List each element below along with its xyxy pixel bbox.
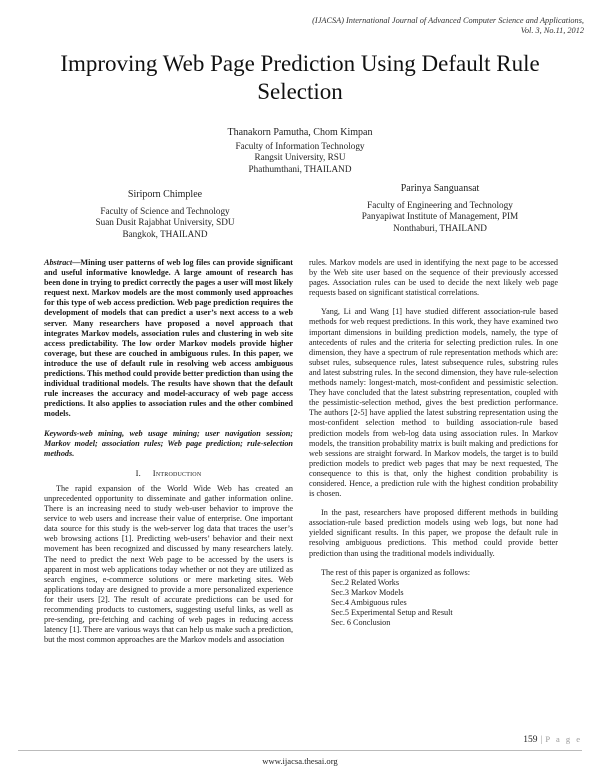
page-number	[523, 734, 582, 745]
list-item: Sec. 6 Conclusion	[331, 618, 391, 628]
author-affiliation-line: Suan Dusit Rajabhat University, SDU	[95, 217, 235, 227]
author-block-top	[150, 127, 450, 175]
section-heading	[44, 468, 293, 478]
paragraph: The rest of this paper is organized as follows:	[321, 567, 471, 577]
page-number-value: 159	[523, 735, 538, 745]
author-affiliation-line: Panyapiwat Institute of Management, PIM	[361, 211, 519, 221]
author-affiliation-line: Nonthaburi, THAILAND	[393, 222, 487, 233]
author-names: Siriporn Chimplee	[127, 189, 203, 200]
section-title: Introduction	[152, 467, 202, 478]
author-affiliation-line: Faculty of Science and Technology	[100, 205, 230, 216]
author-block-left	[40, 189, 290, 240]
author-affiliation-line: Faculty of Information Technology	[235, 140, 365, 151]
list-item: Sec.4 Ambiguous rules	[331, 597, 407, 607]
footer-divider	[18, 750, 582, 751]
abstract-dash: —	[72, 258, 81, 267]
page-label: P a g e	[545, 734, 582, 744]
author-affiliation-line: Phathumthani, THAILAND	[248, 163, 352, 174]
author-names: Parinya Sanguansat	[400, 183, 480, 194]
section-number: I.	[135, 467, 142, 478]
left-column	[44, 258, 293, 645]
author-affiliation-line: Faculty of Engineering and Technology	[367, 199, 513, 210]
footer-url: www.ijacsa.thesai.org	[262, 756, 338, 766]
paper-title: Improving Web Page Prediction Using Default Rule Selection	[60, 51, 540, 104]
author-names: Thanakorn Pamutha, Chom Kimpan	[227, 127, 373, 138]
abstract-label: Abstract	[44, 258, 73, 267]
paragraph: rules. Markov models are used in identifying the next page to be accessed by the Web site user based on the sequence of their previously accessed pages. Association rules can be used to decide the next likely web page requests based on significant statistical correlations.	[309, 258, 558, 298]
author-affiliation-line: Rangsit University, RSU	[254, 152, 346, 162]
keywords: Keywords-web mining, web usage mining; user navigation session; Markov model; association rules; Web page prediction; rule-selection methods.	[44, 428, 293, 458]
journal-header	[184, 16, 584, 36]
section-list	[331, 578, 558, 628]
list-item: Sec.3 Markov Models	[331, 587, 404, 597]
author-affiliation-line: Bangkok, THAILAND	[122, 228, 208, 239]
journal-name: (IJACSA) International Journal of Advanced Computer Science and Applications,	[312, 16, 584, 25]
abstract-text: Mining user patterns of web log files can provide significant and useful informative knowledge. A large amount of research has been done in trying to predict correctly the pages a user will most likely request next. Markov models are the most commonly used approaches for this type of web access prediction. Web page prediction requires the development of models that can predict a user’s next access to a web server. Many researchers have proposed a novel approach that integrates Markov models, association rules and clustering in web site access predictability. The low order Markov models provide higher coverage, but these are couched in ambiguous rules. In this paper, we introduce the use of default rule in resolving web access ambiguous predictions. This method could provide better prediction than using the individual traditional models. The results have shown that the default rule increases the accuracy and model-accuracy of web page access predictions. It also applies to association rules and the other combined models.	[44, 258, 294, 419]
paragraph: The rapid expansion of the World Wide Web has created an unprecedented opportunity to disseminate and gather information online. There is an increasing need to study web-user behavior to improve the service to web users and increase their value of enterprise. One important data source for this study is the web-server log data that traces the user’s web browsing actions [1]. Predicting web-users’ behavior and their next movement has been recognized and discussed by many researchers lately. The need to predict the next Web page to be accessed by the users is apparent in most web applications today whether or not they are utilized as search engines, e-commerce solutions or mere marketing sites. Web applications today are designed to provide a more personalized experience for their users [2]. The result of accurate predictions can be used for recommending products to customers, suggesting useful links, as well as pre-sending, pre-fetching and caching of web pages in reducing access latency [1]. There are various ways that can help us make such a prediction, but the most common approaches are the Markov models and association	[44, 483, 293, 645]
paragraph: In the past, researchers have proposed different methods in building association-rule based prediction models using web logs, but none had yielded significant results. In this paper, we propose the default rule in resolving ambiguous predictions. This method could provide better prediction than using the traditional models individually.	[309, 508, 558, 558]
paragraph: Yang, Li and Wang [1] have studied different association-rule based methods for web request predictions. In this work, they have examined two important dimensions in building prediction models, namely, the type of antecedents of rules and the criteria for selecting prediction rules. In one dimension, they have a spectrum of rule representation methods which are: subset rules, subsequence rules, latest subsequence rules, substring rules and latest substring rules. In the second dimension, they have rule-selection methods namely: longest-match, most-confident and pessimistic selection. They have concluded that the latest substring representation, coupled with the pessimistic-selection method, gives the best prediction performance. The authors [2-5] have applied the latest substring representation using the most-confident selection method to building association-rule based prediction models from web-log data using association rules. In Markov models, the transition probability matrix is built making and predictions for web sessions are straight forward. In Markov models, the target is to build prediction models to predict web pages that may be next requested, The consequence to this is that, only the highest condition probability is considered. Hence, a prediction rule with the highest condition probability is chosen.	[309, 307, 558, 499]
abstract	[44, 258, 293, 420]
list-item: Sec.5 Experimental Setup and Result	[331, 608, 453, 617]
author-block-right	[315, 183, 565, 234]
right-column	[309, 258, 558, 628]
journal-volume: Vol. 3, No.11, 2012	[520, 26, 584, 35]
list-item: Sec.2 Related Works	[331, 577, 400, 587]
separator: |	[540, 735, 543, 745]
